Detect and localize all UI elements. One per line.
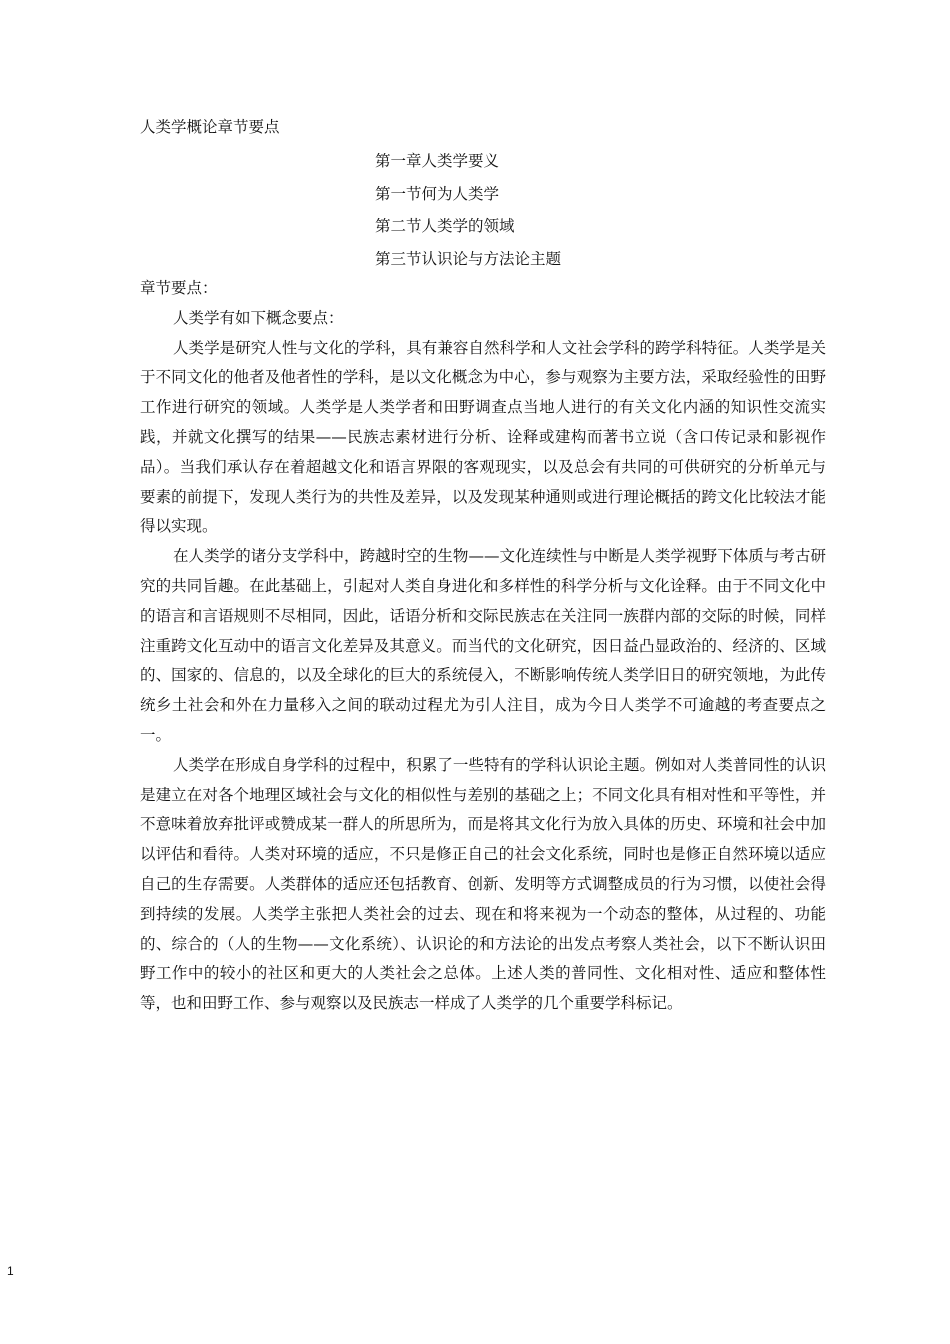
section-label: 章节要点： [140, 279, 218, 297]
toc-chapter-1: 第一章人类学要义 [375, 152, 500, 170]
intro-line: 人类学有如下概念要点： [173, 308, 344, 327]
toc-section-1: 第一节何为人类学 [375, 184, 500, 203]
paragraph-1: 人类学是研究人性与文化的学科，具有兼容自然科学和人文社会学科的跨学科特征。人类学是关于不同文化的他者及他者性的学科，是以文化概念为中心，参与观察为主要方法，采取经验性的田野工作进行研究的领域。人类学是人类学者和田野调查点当地人进行的有关文化内涵的知识性交流实践，并就文化撰写的结果——民族志素材进行分析、诠释或建构而著书立说（含口传记录和影视作品）。当我们承认存在着超越文化和语言界限的客观现实，以及总会有共同的可供研究的分析单元与要素的前提下，发现人类行为的共性及差异，以及发现某种通则或进行理论概括的跨文化比较法才能得以实现。 [140, 338, 826, 536]
document-title: 人类学概论章节要点 [140, 118, 280, 136]
document-body [140, 274, 826, 1019]
toc-section-2: 第二节人类学的领域 [375, 217, 515, 235]
table-of-contents [375, 145, 561, 275]
toc-section-3: 第三节认识论与方法论主题 [375, 249, 562, 268]
paragraph-3: 人类学在形成自身学科的过程中，积累了一些特有的学科认识论主题。例如对人类普同性的认识是建立在对各个地理区域社会与文化的相似性与差别的基础之上；不同文化具有相对性和平等性，并不意味着放弃批评或赞成某一群人的所思所为，而是将其文化行为放入具体的历史、环境和社会中加以评估和看待。人类对环境的适应，不只是修正自己的社会文化系统，同时也是修正自然环境以适应自己的生存需要。人类群体的适应还包括教育、创新、发明等方式调整成员的行为习惯，以使社会得到持续的发展。人类学主张把人类社会的过去、现在和将来视为一个动态的整体，从过程的、功能的、综合的（人的生物——文化系统）、认识论的和方法论的出发点考察人类社会，以下不断认识田野工作中的较小的社区和更大的人类社会之总体。上述人类的普同性、文化相对性、适应和整体性等，也和田野工作、参与观察以及民族志一样成了人类学的几个重要学科标记。 [140, 755, 826, 1013]
page-number: 1 [7, 1264, 14, 1278]
paragraph-2: 在人类学的诸分支学科中，跨越时空的生物——文化连续性与中断是人类学视野下体质与考古研究的共同旨趣。在此基础上，引起对人类自身进化和多样性的科学分析与文化诠释。由于不同文化中的语言和言语规则不尽相同，因此，话语分析和交际民族志在关注同一族群内部的交际的时候，同样注重跨文化互动中的语言文化差异及其意义。而当代的文化研究，因日益凸显政治的、经济的、区域的、国家的、信息的，以及全球化的巨大的系统侵入，不断影响传统人类学旧日的研究领地，为此传统乡土社会和外在力量移入之间的联动过程尤为引人注目，成为今日人类学不可逾越的考查要点之一。 [140, 547, 826, 744]
